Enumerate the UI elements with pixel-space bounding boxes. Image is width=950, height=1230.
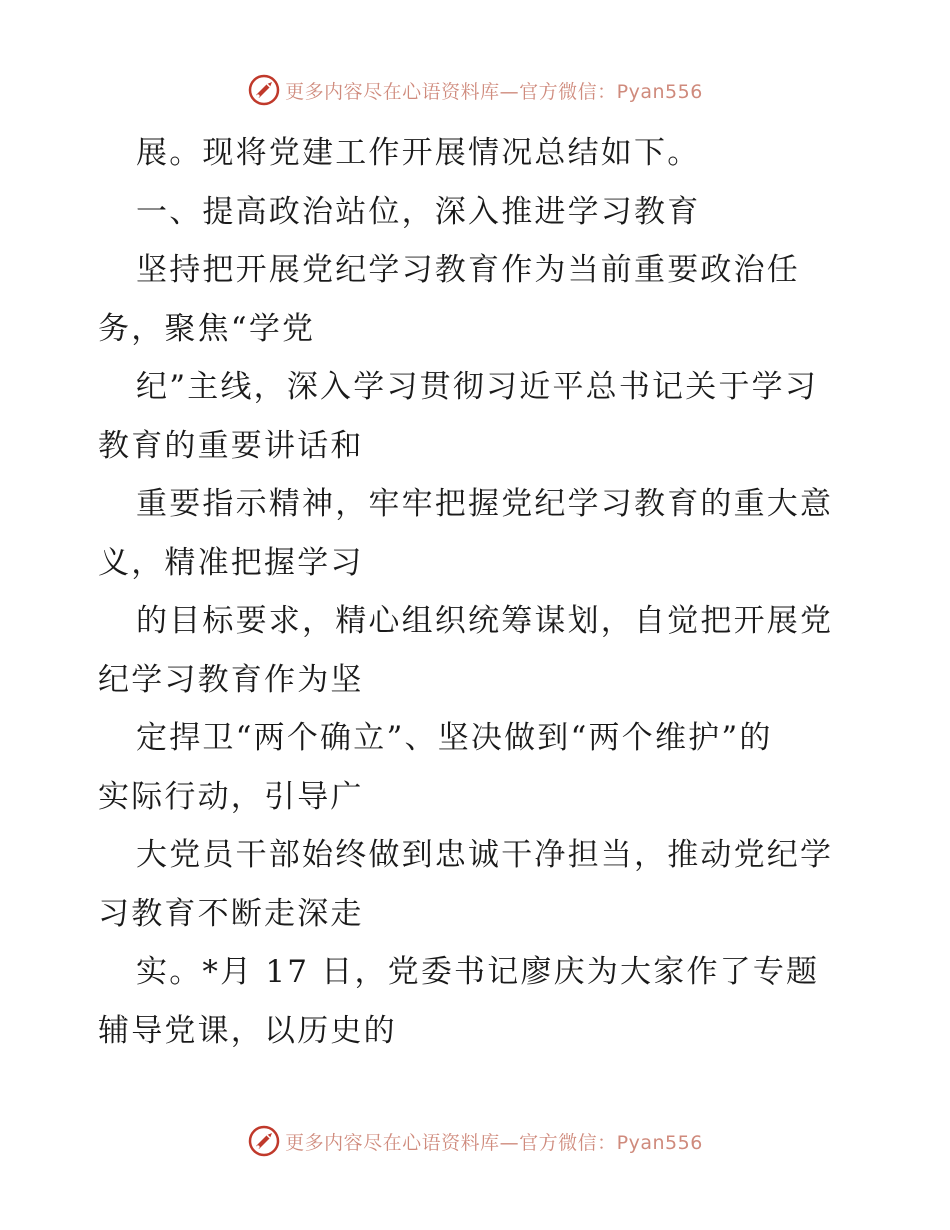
text-line: 实。*月 17 日，党委书记廖庆为大家作了专题 — [136, 954, 820, 990]
header-watermark — [0, 70, 950, 110]
section-heading: 一、提高政治站位，深入推进学习教育 — [136, 193, 701, 230]
pen-nib-logo-icon — [247, 73, 281, 107]
footer-watermark — [0, 1121, 950, 1161]
text-line: 辅导党课，以历史的 — [98, 1012, 397, 1049]
pen-nib-logo-icon — [247, 1124, 281, 1158]
text-line: 实际行动，引导广 — [98, 778, 364, 815]
text-line: 纪学习教育作为坚 — [98, 661, 364, 698]
watermark-text: 更多内容尽在心语资料库—官方微信：Pyan556 — [285, 1131, 703, 1154]
text-line: 的目标要求，精心组织统筹谋划，自觉把开展党 — [136, 603, 834, 639]
watermark-text: 更多内容尽在心语资料库—官方微信：Pyan556 — [285, 80, 703, 103]
text-line: 务，聚焦“学党 — [98, 310, 316, 347]
text-line: 纪”主线，深入学习贯彻习近平总书记关于学习 — [136, 369, 819, 405]
text-line: 习教育不断走深走 — [98, 895, 364, 932]
text-line: 义，精准把握学习 — [98, 544, 364, 581]
text-line: 重要指示精神，牢牢把握党纪学习教育的重大意 — [136, 486, 834, 522]
text-line: 大党员干部始终做到忠诚干净担当，推动党纪学 — [136, 837, 834, 873]
document-body — [98, 124, 858, 1060]
text-line: 教育的重要讲话和 — [98, 427, 364, 464]
text-line: 展。现将党建工作开展情况总结如下。 — [136, 135, 701, 171]
text-line: 坚持把开展党纪学习教育作为当前重要政治任 — [136, 252, 800, 288]
text-line: 定捍卫“两个确立”、坚决做到“两个维护”的 — [136, 720, 773, 756]
